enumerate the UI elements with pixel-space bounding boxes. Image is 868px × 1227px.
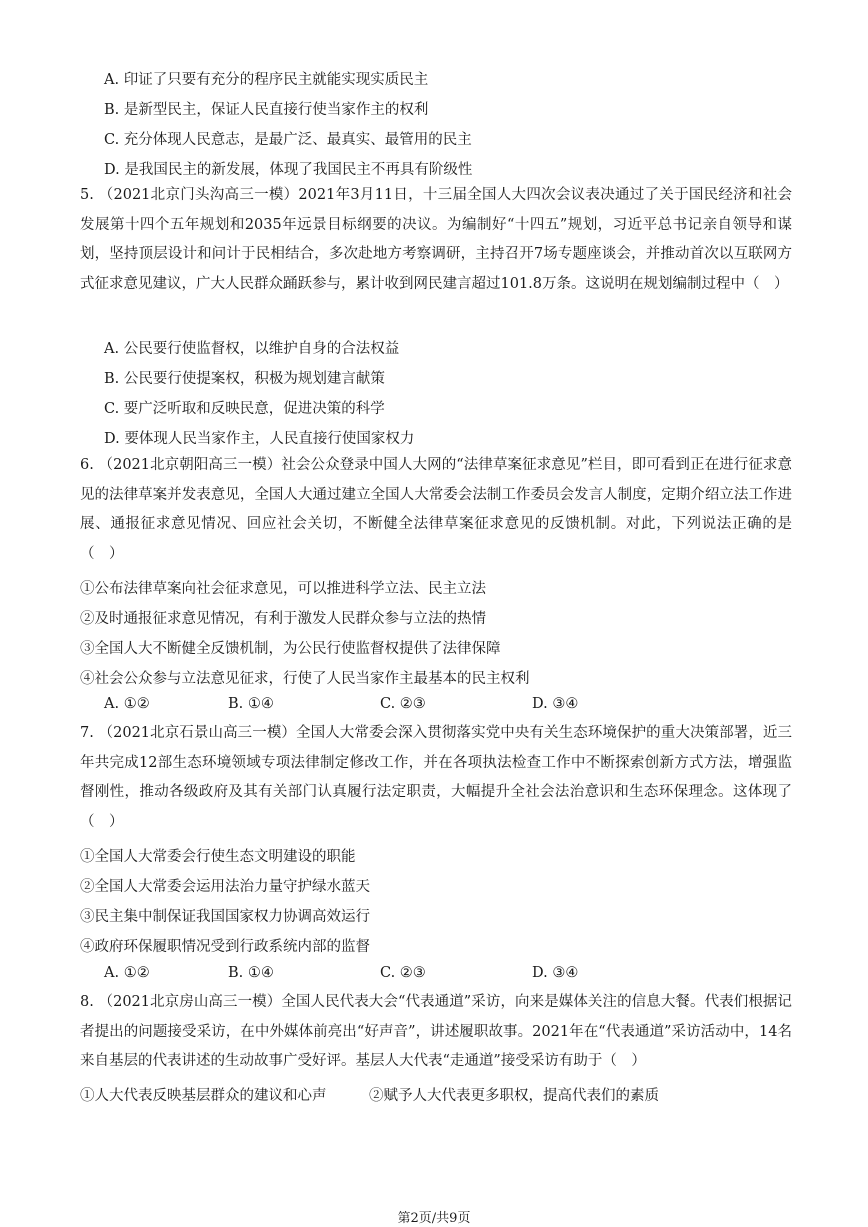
q8-stem: 8. （2021北京房山高三一模）全国人民代表大会“代表通道”采访，向来是媒体关注的信息大餐。代表们根据记者提出的问题接受采访，在中外媒体前亮出“好声音”，讲述履职故事。2021年在“代表通道”采访活动中，14名来自基层的代表讲述的生动故事广受好评。基层人大代表“走通道”接受采访有助于（ ）	[80, 994, 792, 1070]
q4-option-b: B. 是新型民主，保证人民直接行使当家作主的权利	[104, 102, 429, 118]
page-number: 第2页/共9页	[397, 1211, 471, 1226]
q4-option-c: C. 充分体现人民意志，是最广泛、最真实、最管用的民主	[104, 132, 472, 148]
q6-choices	[104, 696, 632, 712]
q5-stem: 5. （2021北京门头沟高三一模）2021年3月11日，十三届全国人大四次会议表决通过了关于国民经济和社会发展第十四个五年规划和2035年远景目标纲要的决议。为编制好“十四五”规划，习近平总书记亲自领导和谋划，坚持顶层设计和问计于民相结合，多次赴地方考察调研，主持召开7场专题座谈会，并推动首次以互联网方式征求意见建议，广大人民群众踊跃参与，累计收到网民建言超过101.8万条。这说明在规划编制过程中（ ）	[80, 187, 792, 293]
q7-statement-4: ④政府环保履职情况受到行政系统内部的监督	[80, 939, 370, 955]
q4-option-d: D. 是我国民主的新发展，体现了我国民主不再具有阶级性	[104, 162, 473, 178]
q5-option-b: B. 公民要行使提案权，积极为规划建言献策	[104, 371, 385, 387]
q6-choice-c: C. ②③	[380, 696, 426, 712]
q7-choices	[104, 965, 632, 981]
q6-statement-1: ①公布法律草案向社会征求意见，可以推进科学立法、民主立法	[80, 581, 486, 597]
q6-statement-3: ③全国人大不断健全反馈机制，为公民行使监督权提供了法律保障	[80, 641, 501, 657]
q8-statement-1: ①人大代表反映基层群众的建议和心声	[80, 1088, 327, 1104]
q5-option-d: D. 要体现人民当家作主，人民直接行使国家权力	[104, 431, 415, 447]
q6-stem: 6. （2021北京朝阳高三一模）社会公众登录中国人大网的“法律草案征求意见”栏目，即可看到正在进行征求意见的法律草案并发表意见，全国人大通过建立全国人大常委会法制工作委员会发言人制度，定期介绍立法工作进展、通报征求意见情况、回应社会关切，不断健全法律草案征求意见的反馈机制。对此，下列说法正确的是（ ）	[80, 457, 792, 563]
q7-choice-a: A. ①②	[104, 965, 150, 981]
q6-choice-a: A. ①②	[104, 696, 150, 712]
q6-choice-b: B. ①④	[228, 696, 274, 712]
q6-choice-d: D. ③④	[532, 696, 579, 712]
q5-option-c: C. 要广泛听取和反映民意，促进决策的科学	[104, 401, 385, 417]
q6-statement-2: ②及时通报征求意见情况，有利于激发人民群众参与立法的热情	[80, 611, 486, 627]
q4-option-a: A. 印证了只要有充分的程序民主就能实现实质民主	[104, 72, 429, 88]
q7-choice-b: B. ①④	[228, 965, 274, 981]
q7-choice-c: C. ②③	[380, 965, 426, 981]
q7-statement-3: ③民主集中制保证我国国家权力协调高效运行	[80, 909, 370, 925]
q6-statement-4: ④社会公众参与立法意见征求，行使了人民当家作主最基本的民主权利	[80, 671, 530, 687]
q7-choice-d: D. ③④	[532, 965, 579, 981]
q7-stem: 7. （2021北京石景山高三一模）全国人大常委会深入贯彻落实党中央有关生态环境保护的重大决策部署，近三年共完成12部生态环境领域专项法律制定修改工作，并在各项执法检查工作中不断探索创新方式方法，增强监督刚性，推动各级政府及其有关部门认真履行法定职责，大幅提升全社会法治意识和生态环保理念。这体现了（ ）	[80, 725, 792, 831]
q5-option-a: A. 公民要行使监督权，以维护自身的合法权益	[104, 341, 400, 357]
q7-statement-1: ①全国人大常委会行使生态文明建设的职能	[80, 849, 356, 865]
q8-statement-2: ②赋予人大代表更多职权，提高代表们的素质	[369, 1088, 659, 1104]
q7-statement-2: ②全国人大常委会运用法治力量守护绿水蓝天	[80, 879, 370, 895]
